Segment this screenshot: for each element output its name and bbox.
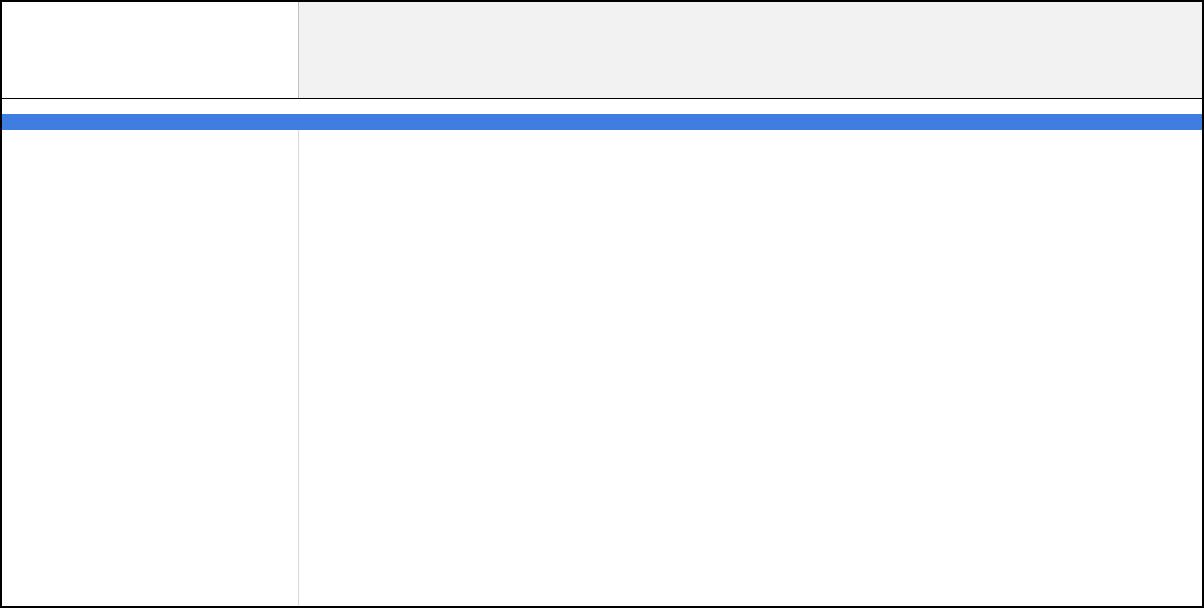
column-separator	[298, 130, 299, 608]
balance-sheet-years	[299, 114, 1204, 130]
title-area	[2, 2, 299, 98]
balance-sheet-bar	[2, 114, 1204, 130]
header-band	[299, 2, 1204, 98]
header-divider	[2, 98, 1204, 99]
